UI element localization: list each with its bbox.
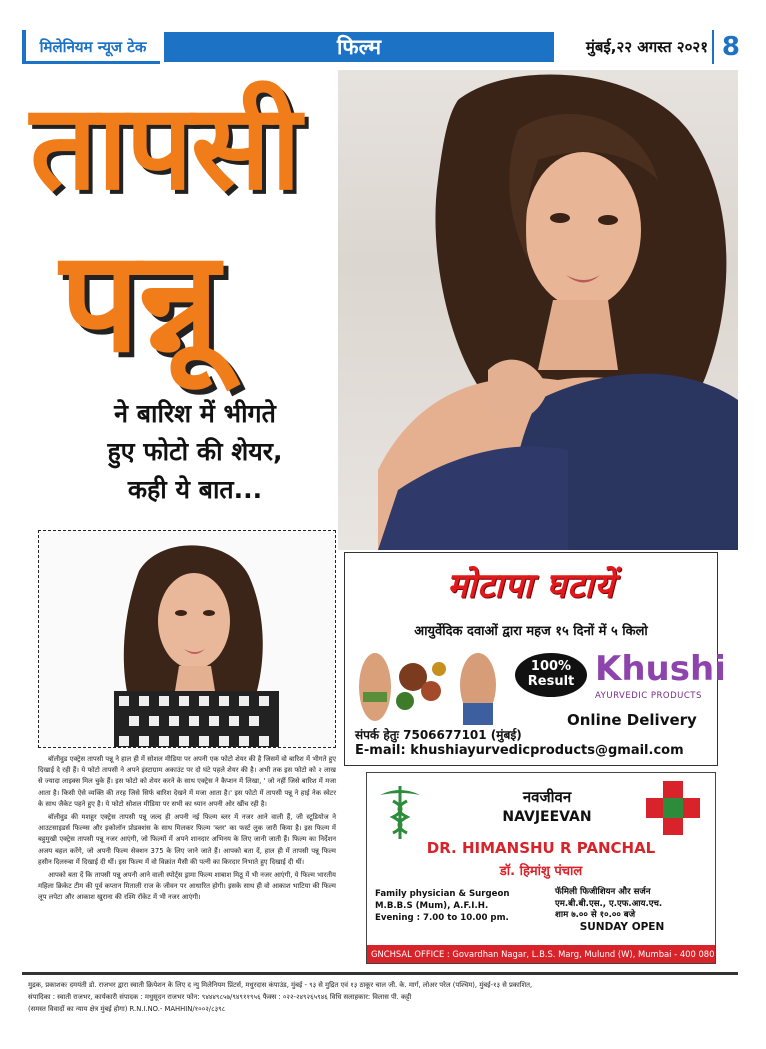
imprint-footer (28, 980, 736, 1015)
ad-delivery-text: Online Delivery (567, 711, 697, 729)
doctor-name-hindi: डॉ. हिमांशु पंचाल (499, 864, 583, 879)
doctor-name: DR. HIMANSHU R PANCHAL (426, 839, 656, 857)
newspaper-brand: मिलेनियम न्यूज टेक (22, 30, 160, 64)
clinic-timing-hindi: शाम ७.०० से १०.०० बजे (555, 910, 636, 920)
ad-headline: मोटापा घटायें (447, 566, 615, 606)
article-body (38, 754, 336, 906)
badge-percent: 100% (530, 659, 572, 674)
ad-product-illustration (353, 647, 513, 725)
sunday-open-text: SUNDAY OPEN (579, 921, 665, 933)
doctor-degree: M.B.B.S (Mum), A.F.I.H. (375, 901, 489, 911)
ad-brand-subtitle: AYURVEDIC PRODUCTS (595, 691, 702, 701)
clinic-ad (366, 772, 716, 964)
imprint-line-2: संपादिका : स्वाती राजभर, कार्यकारी संपादक : मधुसूदन राजभर फोन: ९४४४९८५७/९४९११९५६ फैक्स : ०२२-२४९२६५९४६ विधि सलाहकार: विलास पी. कट्टी (28, 992, 412, 1001)
doctor-degree-hindi: एम.बी.बी.एस., ए.एफ.आय.एच. (555, 899, 663, 909)
section-title: फिल्म (336, 35, 382, 59)
badge-label: Result (527, 674, 575, 689)
headline-line-1: तापसी (30, 78, 300, 216)
inset-photo (38, 530, 336, 748)
article-paragraph-3: आपको बता दें कि तापसी पन्नू अपनी आने वाली स्पोर्ट्स ड्रामा फिल्म शाबाश मिठू में भी नजर आएंगी, ये फिल्म भारतीय महिला क्रिकेट टीम की पूर्व कप्तान मिताली राज के जीवन पर आधारित होगी। इसके साथ ही वो आकाश भाटिया की फिल्म लूप लपेटा और आकाश खुराना की रश्मि रॉकेट में भी नजर आएंगी। (38, 871, 336, 902)
subheadline-line-1: ने बारिश में भीगते (114, 399, 276, 428)
article-paragraph-1: बॉलीवुड एक्ट्रेस तापसी पन्नू ने हाल ही में सोशल मीडिया पर अपनी एक फोटो शेयर की है जिसमें वो बारिश में भीगते हुए दिखाई दे रही हैं। ये फोटो तापसी ने अपने इंस्टाग्राम अकाउंट पर दो घंटे पहले शेयर की है। अभी तक इस फोटो को २ लाख से ज्यादा लाइक्स मिल चुके हैं। इस फोटो को शेयर करने के साथ एक्ट्रेस ने कैप्शन में लिखा, ' जो नहीं जिसे बारिश में मजा आता है। किसी ऐसे व्यक्ति की तरह जिसे सिर्फ बारिश देखने में मजा आता है।' इस फोटो में तापसी पन्नू ने हाई नेक स्वेटर के साथ जैकेट पहने हुए है। ये फोटो सोशल मीडिया पर सभी का ध्यान अपनी ओर खींच रही है। (38, 755, 336, 808)
ad-subtitle: आयुर्वेदिक दवाओं द्वारा महज १५ दिनों में ५ किलो (414, 624, 648, 639)
clinic-name-hindi: नवजीवन (522, 788, 572, 806)
medical-cross-icon (643, 779, 703, 837)
imprint-line-3: (समस्त विवादों का न्याय क्षेत्र मुंबई होगा) R.N.I.NO.- MAHHIN/१००२/८३९८ (28, 1004, 226, 1013)
caduceus-icon (375, 781, 425, 841)
footer-divider (22, 972, 738, 975)
result-badge (515, 653, 587, 697)
ad-email: E-mail: khushiayurvedicproducts@gmail.com (355, 743, 684, 758)
ad-contact-phone: संपर्क हेतुः 7506677101 (मुंबई) (355, 728, 522, 742)
subheadline-line-3: कही ये बात... (127, 475, 263, 504)
doctor-qualification-hindi: फॅमिली फिजीशियन और सर्जन (555, 887, 651, 897)
article-paragraph-2: बॉलीवुड की मशहूर एक्ट्रेस तापसी पन्नू जल्द ही अपनी नई फिल्म ब्लर में नजर आने वाली हैं, जी स्टूडियोज ने आउटसाइडर्स फिल्म्स और इकोलॉन प्रोडक्शंस के साथ मिलकर फिल्म 'ब्लर' का फर्स्ट लुक जारी किया है। इस फिल्म में बहुमुखी एक्ट्रेस तापसी पन्नू नजर आएंगी, जो फिल्मों में अपने शानदार अभिनय के लिए जानी जाती हैं। फिल्म का निर्देशन अजय बहल करेंगे, जो अपनी फिल्म सेक्शन 375 के लिए जाने जाते हैं। आपको बता दें, हाल ही में तापसी पन्नू फिल्म हसीन दिलरुबा में दिखाई दी थीं। इस फिल्म में वो विक्रांत मैसी की पत्नी का किरदार निभाते हुए दिखाई दी थीं। (38, 813, 336, 866)
issue-date: मुंबई,२२ अगस्त २०२१ (585, 38, 708, 56)
actress-inset-illustration (39, 531, 336, 748)
imprint-line-1: मुद्रक, प्रकाशकः दमयंती डो. राजभर द्वारा स्वाती क्रियेशन के लिए द न्यु मिलेनियम प्रिंटर्स, मधुरदास कंपाउंड, मुंबई - ९३ से मुद्रित एवं १३ ठाकूर चाल जी. के. मार्ग, लोअर परेल (पश्चिम), मुंबई-१३ से प्रकाशित, (28, 981, 533, 989)
subheadline (60, 395, 330, 509)
section-bar (164, 32, 554, 62)
clinic-timing: Evening : 7.00 to 10.00 pm. (375, 913, 509, 923)
headline-line-2: पन्नू (60, 221, 220, 384)
doctor-qualification: Family physician & Surgeon (375, 889, 510, 899)
weight-loss-ad (344, 552, 726, 766)
page-number: 8 (712, 30, 740, 64)
clinic-name: NAVJEEVAN (502, 809, 592, 825)
subheadline-line-2: हुए फोटो की शेयर, (107, 437, 283, 466)
page-header (22, 30, 738, 66)
clinic-address: GNCHSAL OFFICE : Govardhan Nagar, L.B.S. Marg, Mulund (W), Mumbai - 400 080 (367, 945, 715, 963)
ad-brand-name: Khushi (595, 649, 726, 689)
